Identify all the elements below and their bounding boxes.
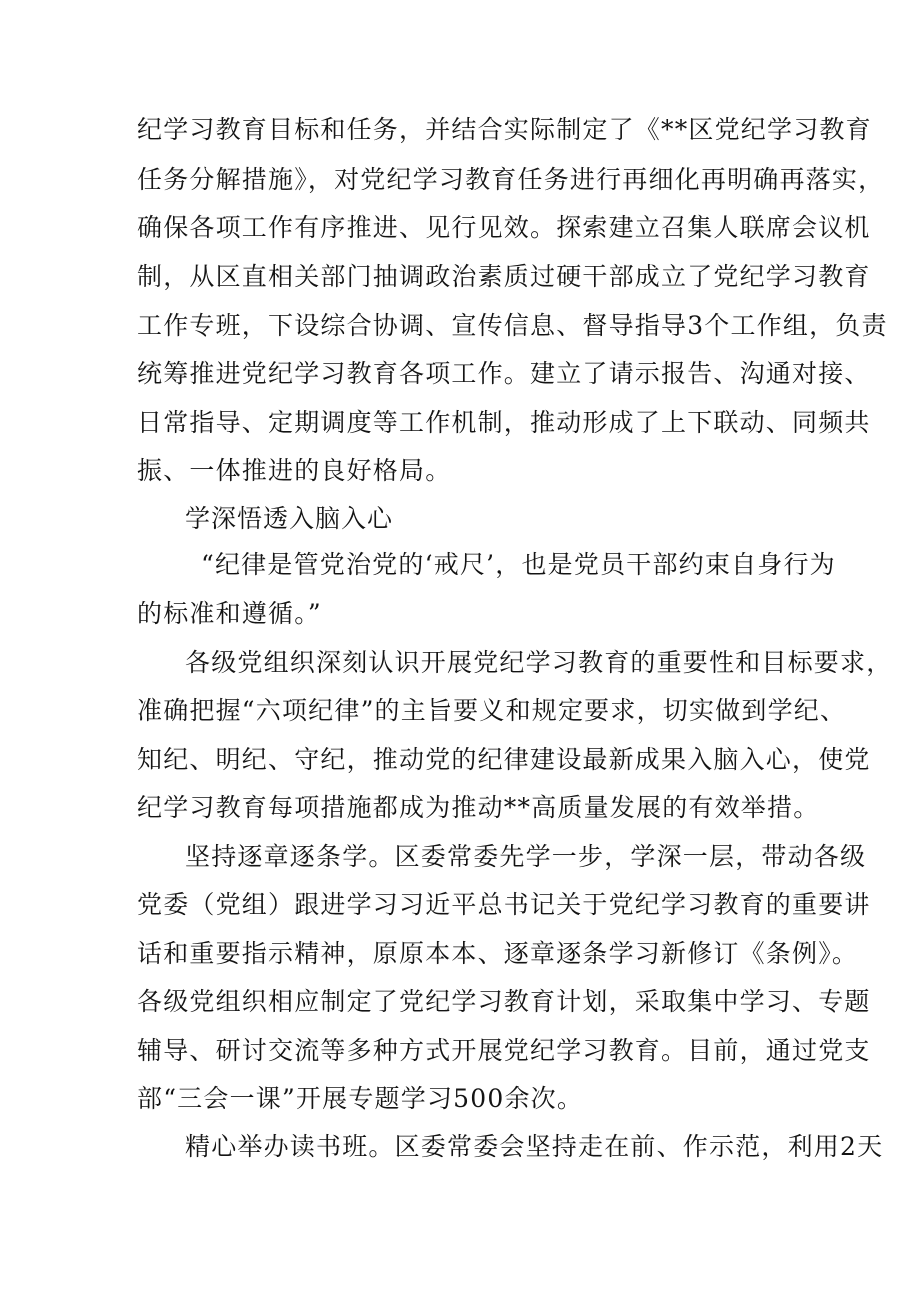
quote-line: “纪律是管党治党的‘戒尺’，也是党员干部约束自身行为 [201,550,836,579]
paragraph-line: 确保各项工作有序推进、见行见效。探索建立召集人联席会议机 [137,213,871,242]
paragraph-line: 精心举办读书班。区委常委会坚持走在前、作示范，利用2天 [185,1132,884,1161]
paragraph-line: 工作专班，下设综合协调、宣传信息、督导指导3个工作组，负责 [137,311,888,340]
paragraph-line: 日常指导、定期调度等工作机制，推动形成了上下联动、同频共 [137,408,871,437]
paragraph-line: 统筹推进党纪学习教育各项工作。建立了请示报告、沟通对接、 [137,359,871,388]
paragraph-line: 各级党组织深刻认识开展党纪学习教育的重要性和目标要求， [185,648,893,677]
paragraph-line: 纪学习教育目标和任务，并结合实际制定了《**区党纪学习教育 [137,115,872,144]
paragraph-line: 纪学习教育每项措施都成为推动**高质量发展的有效举措。 [137,793,820,822]
paragraph-line: 话和重要指示精神，原原本本、逐章逐条学习新修订《条例》。 [137,939,859,968]
paragraph-line: 知纪、明纪、守纪，推动党的纪律建设最新成果入脑入心，使党 [137,745,871,774]
section-heading: 学深悟透入脑入心 [185,504,394,533]
paragraph-line: 制，从区直相关部门抽调政治素质过硬干部成立了党纪学习教育 [137,262,871,291]
paragraph-line: 辅导、研讨交流等多种方式开展党纪学习教育。目前，通过党支 [137,1036,871,1065]
paragraph-line: 党委（党组）跟进学习习近平总书记关于党纪学习教育的重要讲 [137,890,871,919]
quote-line: 的标准和遵循。” [137,599,322,628]
paragraph-line: 各级党组织相应制定了党纪学习教育计划，采取集中学习、专题 [137,987,871,1016]
paragraph-line: 部“三会一课”开展专题学习500余次。 [137,1084,584,1113]
paragraph-line: 任务分解措施》，对党纪学习教育任务进行再细化再明确再落实， [137,165,885,194]
paragraph-line: 振、一体推进的良好格局。 [137,456,452,485]
paragraph-line: 准确把握“六项纪律”的主旨要义和规定要求，切实做到学纪、 [137,696,847,725]
paragraph-line: 坚持逐章逐条学。区委常委先学一步，学深一层，带动各级 [185,842,867,871]
